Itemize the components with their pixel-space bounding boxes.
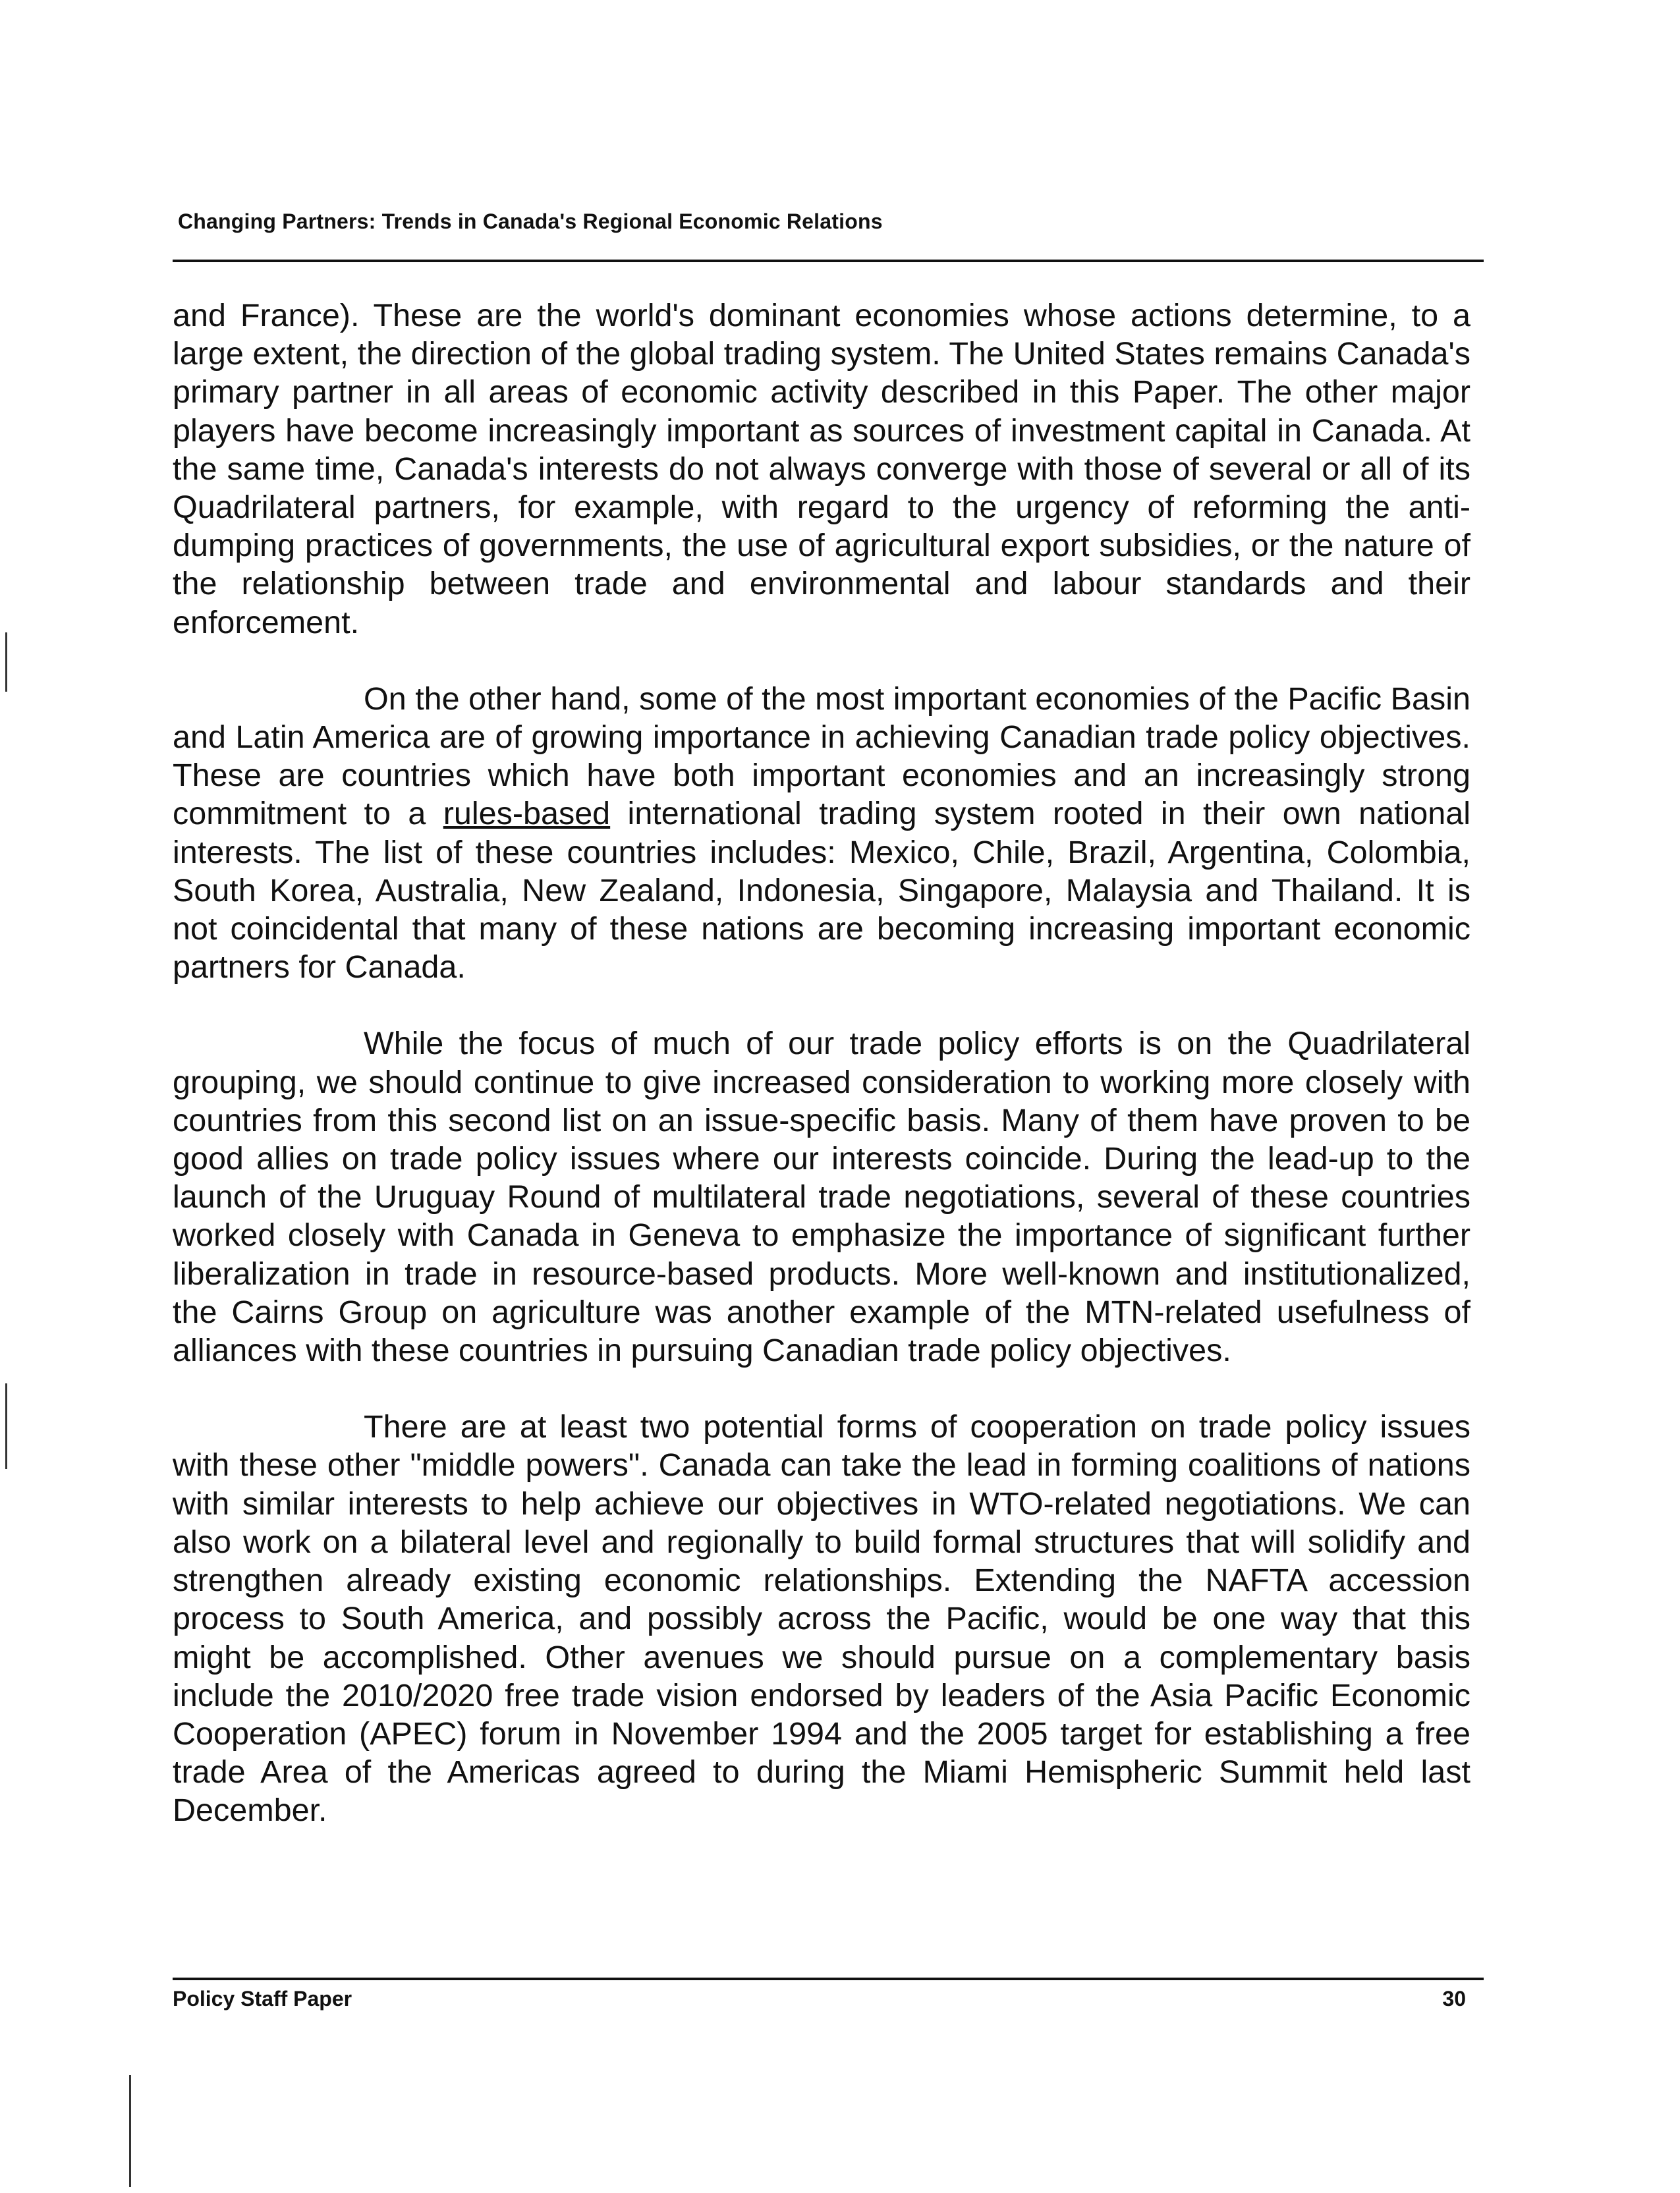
paragraph-2-part-a: On the other hand, some of the most important economies of the Pacific Basin and Latin America are of growing importance in achieving Canadian trade policy objectives. These are countries which have both important economies and an increasingly strong commitment to a (173, 680, 1470, 832)
scan-margin-line (5, 632, 7, 692)
footer-rule (173, 1978, 1484, 1980)
body-text (173, 296, 1470, 1830)
paragraph-4: There are at least two potential forms of cooperation on trade policy issues with these other "middle powers". Canada can take the lead in forming coalitions of nations with similar interests to help achieve our objectives in WTO-related negotiations. We can also work on a bilateral level and regionally to build formal structures that will solidify and strengthen already existing economic relationships. Extending the NAFTA accession process to South America, and possibly across the Pacific, would be one way that this might be accomplished. Other avenues we should pursue on a complementary basis include the 2010/2020 free trade vision endorsed by leaders of the Asia Pacific Economic Cooperation (APEC) forum in November 1994 and the 2005 target for establishing a free trade Area of the Americas agreed to during the Miami Hemispheric Summit held last December. (173, 1409, 1470, 1829)
paragraph-2 (173, 680, 1470, 987)
paragraph-1: and France). These are the world's dominant economies whose actions determine, to a large extent, the direction of the global trading system. The United States remains Canada's primary partner in all areas of economic activity described in this Paper. The other major players have become increasingly important as sources of investment capital in Canada. At the same time, Canada's interests do not always converge with those of several or all of its Quadrilateral partners, for example, with regard to the urgency of reforming the anti-dumping practices of governments, the use of agricultural export subsidies, or the nature of the relationship between trade and environmental and labour standards and their enforcement. (173, 298, 1470, 640)
scan-margin-line (129, 2075, 131, 2187)
header-rule (173, 260, 1484, 262)
paragraph-3: While the focus of much of our trade policy efforts is on the Quadrilateral grouping, we should continue to give increased consideration to working more closely with countries from this second list on an issue-specific basis. Many of them have proven to be good allies on trade policy issues where our interests coincide. During the lead-up to the launch of the Uruguay Round of multilateral trade negotiations, several of these countries worked closely with Canada in Geneva to emphasize the importance of significant further liberalization in trade in resource-based products. More well-known and institutionalized, the Cairns Group on agriculture was another example of the MTN-related usefulness of alliances with these countries in pursuing Canadian trade policy objectives. (173, 1026, 1470, 1369)
footer-title: Policy Staff Paper (173, 1987, 352, 2011)
scan-margin-line (5, 1383, 7, 1469)
running-header: Changing Partners: Trends in Canada's Regional Economic Relations (178, 209, 883, 233)
paragraph-2-part-b: international trading system rooted in their own national interests. The list of these countries includes: Mexico, Chile, Brazil, Argentina, Colombia, South Korea, Australia, New Zealand, Indonesia, Singapore, Malaysia and Thailand. It is not coincidental that many of these nations are becoming increasing important economic partners for Canada. (173, 796, 1470, 985)
underlined-term: rules-based (443, 796, 611, 832)
page-number: 30 (1442, 1987, 1466, 2011)
